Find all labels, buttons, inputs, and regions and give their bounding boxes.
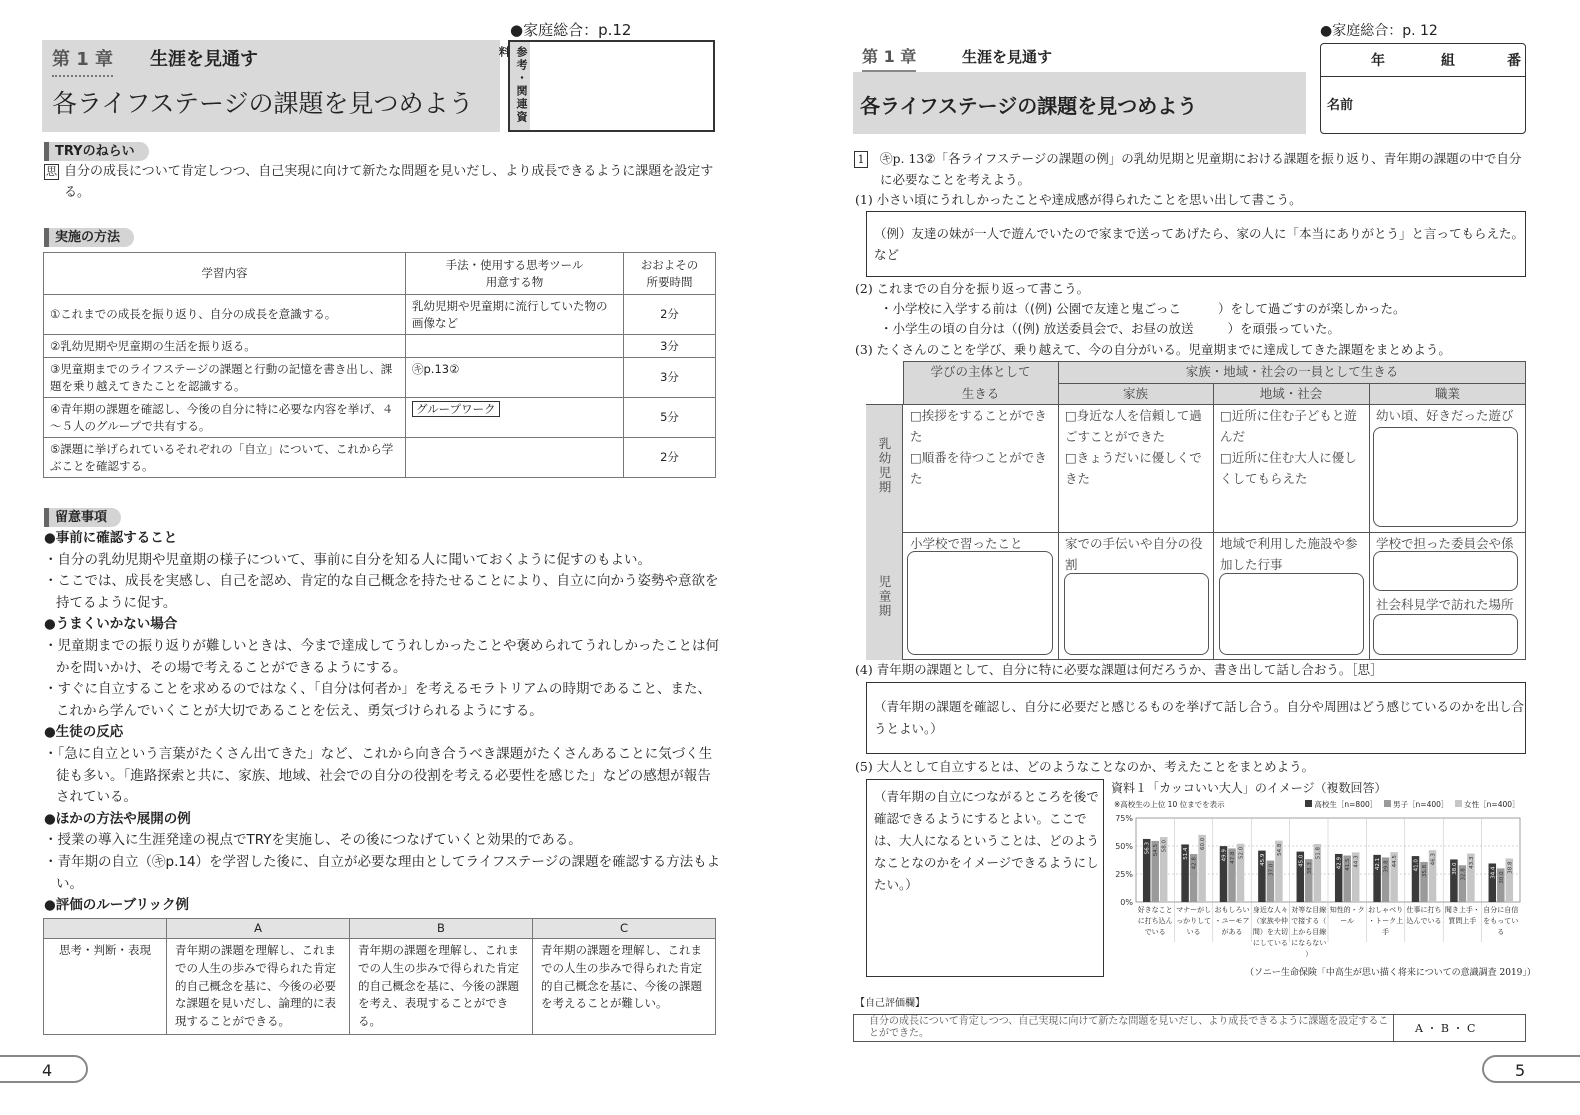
try-text: 自分の成長について肯定しつつ、自己実現に向けて新たな問題を見いだし、より成長できるように課題を設定する。 [64, 164, 714, 200]
row-label-childhood: 児童期 [877, 575, 892, 619]
chart-x-tick: 対等な目線 [1291, 906, 1327, 914]
chart-x-tick: 込んでいる [1406, 917, 1442, 925]
grid-sub-work: 職業 [1434, 386, 1460, 401]
q1-5-answer: （青年期の自立につながるところを後で確認できるようにするとよい。ここでは、大人になるということは、どのようなことなのかをイメージできるようにしたい。） [874, 789, 1100, 892]
rubric-header-c: C [533, 919, 716, 939]
chart-x-tick: ） [1305, 950, 1313, 958]
rubric-table [43, 918, 716, 1035]
right-page-number: 5 [1515, 1061, 1526, 1080]
q1-5: (5) 大人として自立するとは、どのようなことなのか、考えたことをまとめよう。 [855, 759, 1315, 774]
chart-x-tick: 手 [1382, 928, 1390, 936]
notes-item: ・授業の導入に生涯発達の視点でTRYを実施し、その後につなげていくと効果的である。 [44, 832, 582, 849]
notes-heading: 留意事項 [44, 508, 121, 527]
childhood-cell-work: 学校で担った委員会や係 [1376, 536, 1514, 551]
q1-2-b-post: ）を頑張っていた。 [1227, 321, 1341, 336]
chart-data-label: 39.8 [1383, 860, 1390, 873]
right-ref-label: ●家庭総合：p. 12 [1320, 23, 1438, 39]
grid-sub-community: 地域・社会 [1259, 386, 1323, 401]
chart-data-label: 52.0 [1238, 846, 1245, 860]
chart-x-tick: 好きなこと [1137, 906, 1173, 914]
legend-swatch [1305, 800, 1312, 807]
notes-item: ・すぐに自立することを求めるのではなく、「自分は何者か」を考えるモラトリアムの時期であること、また、これから学んでいくことが大切であることを伝え、勇気づけられるようにする。 [44, 681, 712, 719]
childhood-family-blank [1064, 573, 1209, 655]
name-label: 名前 [1327, 98, 1354, 113]
q1-text: ㋖p. 13②「各ライフステージの課題の例」の乳幼児期と児童期における課題を振り返り、青年期の課題の中で自分に必要なことを考えよう。 [880, 151, 1522, 187]
q1-3: (3) たくさんのことを学び、乗り越えて、今の自分がいる。児童期までに達成してきた課題をまとめよう。 [855, 342, 1451, 357]
self-eval-label: 【自己評価欄】 [855, 998, 925, 1009]
legend-item: 男子［n=400］ [1393, 800, 1449, 809]
right-page-title: 各ライフステージの課題を見つめよう [860, 94, 1198, 118]
left-page-number: 4 [42, 1061, 53, 1080]
method-row-tool [406, 335, 624, 358]
chart-x-tick: にしている [1252, 939, 1288, 947]
method-row-content: ④青年期の課題を確認し、今後の自分に特に必要な内容を挙げ、４～５人のグループで共有する。 [44, 398, 406, 438]
left-side-box [508, 40, 715, 132]
try-heading: TRYのねらい [44, 142, 149, 161]
chart-y-tick: 25% [1115, 870, 1133, 879]
infancy-cell-work: 幼い頃、好きだった遊び [1376, 408, 1514, 423]
childhood-work-blank-1 [1373, 551, 1518, 591]
class-number: 番 [1507, 53, 1521, 69]
q1-4: (4) 青年期の課題として、自分に特に必要な課題は何だろうか、書き出して話し合おう。［思］ [855, 662, 1383, 677]
chart-data-label: 41.5 [1345, 858, 1352, 871]
right-chapter: 第 1 章 [862, 44, 916, 72]
chart-data-label: 38.8 [1507, 861, 1514, 874]
q1-2-a [880, 299, 1406, 319]
childhood-self-blank [907, 551, 1053, 655]
notes-item: ・ここでは、成長を実感し、自己を認め、肯定的な自己概念を持たせることにより、自立に向かう姿勢や意欲を持てるように促す。 [44, 573, 719, 611]
notes-section-title: ●ほかの方法や展開の例 [44, 810, 191, 827]
chart-x-tick: 仕事に打ち [1406, 906, 1442, 914]
chart-x-tick: をもってい [1483, 917, 1519, 925]
infancy-cell-community: □近所に住む子どもと遊んだ □近所に住む大人に優しくしてもらえた [1220, 408, 1357, 486]
grid-sub-family: 家族 [1122, 386, 1148, 401]
chart-data-label: 37.0 [1268, 863, 1275, 876]
chart-data-label: 38.0 [1451, 862, 1458, 875]
row-label-infancy: 乳幼児期 [877, 437, 892, 495]
chart-svg [1106, 810, 1526, 968]
legend-item: 女性［n=400］ [1464, 800, 1520, 809]
chart-data-label: 54.8 [1276, 843, 1283, 856]
chart-x-tick: ール [1340, 917, 1355, 925]
chart-data-label: 47.8 [1230, 851, 1236, 864]
method-row-time: 3分 [624, 358, 716, 398]
rubric-header [44, 919, 167, 939]
chart-data-label: 35.8 [1422, 864, 1428, 878]
grid-head-1b: 生きる [961, 386, 1000, 401]
chart-source: （ソニー生命保険「中高生が思い描く将来についての意識調査 2019」） [1245, 968, 1536, 978]
right-chapter-title: 生涯を見通す [962, 48, 1053, 66]
notes-section-title: ●事前に確認すること [44, 530, 178, 546]
chart-x-tick: る [1497, 928, 1505, 936]
chart-x-tick: ・トーク上 [1368, 917, 1404, 925]
method-row-content: ③児童期までのライフステージの課題と行動の記憶を書き出し、課題を乗り越えてきたことを認識する。 [44, 358, 406, 398]
chart-y-tick: 0% [1120, 898, 1133, 907]
chart-data-label: 51.4 [1183, 847, 1190, 860]
childhood-cell-family: 家での手伝いや自分の役割 [1065, 536, 1203, 572]
q1-4-answer: （青年期の課題を確認し、自分に必要だと感じるものを挙げて話し合う。自分や周囲はどう感じているのかを出し合うとよい。） [874, 699, 1525, 736]
method-header-content: 学習内容 [44, 253, 406, 295]
rubric-header-a: A [167, 919, 350, 939]
notes-section-title: ●生徒の反応 [44, 724, 124, 741]
notes-item: ・「急に自立という言葉がたくさん出てきた」など、これから向き合うべき課題がたくさんあることに気づく生徒も多い。「進路探索と共に、家族、地域、社会での自分の役割を考える必要性を感じた」などの感想が報告されている。 [44, 745, 713, 806]
chart-note: ※高校生の上位 10 位までを表示 [1114, 800, 1225, 809]
method-row-tool: 乳幼児期や児童期に流行していた物の画像など [406, 295, 624, 335]
q1-2-b-answer: (例) 放送委員会で、お昼の放送 [1017, 321, 1194, 336]
infancy-cell-self: □挨拶をすることができた □順番を待つことができた [910, 408, 1047, 486]
legend-swatch [1455, 800, 1462, 807]
q1-2: (2) これまでの自分を振り返って書こう。 [855, 281, 1090, 296]
chart-data-label: 60.0 [1200, 837, 1207, 851]
chart-data-label: 44.3 [1353, 855, 1360, 868]
chart-y-tick: 75% [1115, 814, 1133, 823]
left-ref-label: ●家庭総合：p.12 [510, 21, 632, 39]
class-year: 年 [1371, 53, 1385, 69]
chart-data-label: 58.0 [1161, 840, 1168, 853]
method-row-time: 2分 [624, 438, 716, 478]
chart-data-label: 42.9 [1336, 856, 1343, 870]
chart-x-tick: 間）を大切 [1252, 928, 1288, 936]
legend-item: 高校生［n=800］ [1314, 800, 1378, 809]
notes-item: ・青年期の自立（㋖p.14）を学習した後に、自立が必要な理由としてライフステージの課題を確認する方法もよい。 [44, 853, 721, 892]
chart-x-tick: いる [1186, 928, 1201, 936]
left-side-box-label: 参考・関連資料 [510, 42, 530, 130]
notes-item: ・児童期までの振り返りが難しいときは、今まで達成してうれしかったことや褒められてうれしかったことは何かを問いかけ、その場で考えることができるようにする。 [44, 637, 719, 676]
childhood-work-extra: 社会科見学で訪れた場所 [1376, 597, 1514, 612]
chart-x-tick: （家族や仲 [1252, 917, 1288, 925]
rubric-header-b: B [350, 919, 533, 939]
rubric-b: 青年期の課題を理解し、これまでの人生の歩みで得られた肯定的自己概念を基に、今後の課題を考え、表現することができる。 [350, 939, 533, 1035]
chart-data-label: 43.3 [1468, 856, 1475, 869]
chart-x-tick: 知性的・ク [1329, 906, 1365, 914]
chart-data-label: 49.9 [1221, 849, 1228, 862]
chart-data-label: 44.5 [1392, 855, 1399, 868]
q1-1: (1) 小さい頃にうれしかったことや達成感が得られたことを思い出して書こう。 [855, 192, 1302, 207]
chart-data-label: 56.3 [1144, 841, 1151, 855]
chart-x-tick: おしゃべり [1368, 906, 1404, 914]
q1-2-a-post: ）をして過ごすのが楽しかった。 [1218, 301, 1406, 316]
childhood-work-blank-2 [1373, 614, 1518, 655]
method-row-content: ②乳幼児期や児童期の生活を振り返る。 [44, 335, 406, 358]
method-row-time: 3分 [624, 335, 716, 358]
method-row-time: 5分 [624, 398, 716, 438]
chart-data-label: 51.8 [1315, 846, 1322, 860]
chart-data-label: 45.0 [1298, 854, 1305, 867]
chart-data-label: 34.4 [1490, 866, 1497, 879]
notes-item: ・自分の乳幼児期や児童期の様子について、事前に自分を知る人に聞いておくように促すのもよい。 [44, 551, 651, 568]
left-chapter: 第 1 章 [52, 46, 113, 77]
rubric-label: 思考・判断・表現 [44, 939, 167, 1035]
left-page-title: 各ライフステージの課題を見つめよう [52, 89, 474, 118]
chart-x-tick: っかりして [1176, 917, 1212, 925]
q1-number: 1 [854, 151, 868, 168]
q1-2-a-pre: ・小学校に入学する前は（ [880, 301, 1031, 316]
grid-head-2: 家族・地域・社会の一員として生きる [1185, 364, 1399, 379]
childhood-cell-community: 地域で利用した施設や参加した行事 [1220, 536, 1358, 572]
method-heading: 実施の方法 [44, 228, 134, 247]
self-eval-text: 自分の成長について肯定しつつ、自己実現に向けて新たな問題を見いだし、より成長できるように課題を設定することができた。 [869, 1016, 1389, 1039]
chart-data-label: 42.8 [1191, 857, 1198, 870]
chart-x-tick: 身近な人々 [1252, 906, 1288, 914]
chart-x-tick: に打ち込ん [1137, 917, 1173, 925]
method-row-content: ⑤課題に挙げられているそれぞれの「自立」について、これから学ぶことを確認する。 [44, 438, 406, 478]
chart-data-label: 45.9 [1259, 853, 1266, 866]
method-row-content: ①これまでの成長を振り返り、自分の成長を意識する。 [44, 295, 406, 335]
q1-2-b [880, 319, 1340, 339]
method-table [43, 252, 716, 478]
task-grid [866, 361, 1526, 660]
q1-2-b-pre: ・小学生の頃の自分は（ [880, 321, 1018, 336]
chart-data-label: 41.0 [1413, 859, 1420, 872]
chart-title [1111, 779, 1387, 798]
chart-x-tick: 質問上手 [1448, 917, 1477, 925]
method-row-tool: ㋖p.13② [406, 358, 624, 398]
chart-data-label: 42.1 [1375, 857, 1382, 871]
childhood-community-blank [1219, 573, 1364, 655]
infancy-work-blank [1373, 427, 1518, 527]
chart-x-tick: でいる [1144, 928, 1166, 936]
chart-x-tick: がある [1221, 928, 1243, 936]
chart-title-text: 資料１「カッコいい大人」のイメージ（複数回答） [1111, 781, 1387, 795]
chart-x-tick: おもしろい [1214, 906, 1250, 914]
legend-swatch [1384, 800, 1391, 807]
chart-x-tick: で接する（ [1291, 917, 1327, 925]
q1-2-a-answer: (例) 公園で友達と鬼ごっこ [1030, 301, 1181, 316]
chart-data-label: 30.0 [1498, 871, 1505, 884]
method-row-tool: グループワーク [412, 401, 500, 417]
chart-data-label: 38.3 [1306, 862, 1313, 875]
chart-x-tick: 上から目線 [1291, 928, 1327, 936]
chart-x-tick: ・ユーモア [1214, 917, 1250, 925]
infancy-cell-family: □身近な人を信頼して過ごすことができた □きょうだいに優しくできた [1065, 408, 1202, 486]
try-mark: 思 [46, 165, 57, 178]
chart-x-tick: にならない [1291, 939, 1327, 947]
chart-y-tick: 50% [1115, 842, 1133, 851]
chart-x-tick: マナーがし [1176, 906, 1212, 914]
method-header-tool: 手法・使用する思考ツール 用意する物 [406, 253, 624, 295]
chart-x-tick: 自分に自信 [1483, 906, 1519, 914]
rubric-title: ●評価のルーブリック例 [44, 897, 190, 914]
method-header-time: おおよその 所要時間 [624, 253, 716, 295]
notes-section-title: ●うまくいかない場合 [44, 616, 178, 633]
method-row-time: 2分 [624, 295, 716, 335]
left-chapter-title: 生涯を見通す [150, 49, 258, 70]
childhood-cell-self: 小学校で習ったこと [910, 536, 1023, 551]
chart-data-label: 54.5 [1153, 843, 1160, 857]
grid-head-1: 学びの主体として [930, 364, 1031, 379]
q1-1-answer: （例）友達の妹が一人で遊んでいたので家まで送ってあげたら、家の人に「本当にありがとう」と言ってもらえた。 など [874, 226, 1531, 262]
notes-block [44, 528, 724, 917]
self-eval-grades: A ・ B ・ C [1415, 1022, 1476, 1035]
chart-data-label: 46.3 [1430, 853, 1437, 866]
chart-x-tick: 聞き上手・ [1444, 906, 1480, 914]
method-row-tool [406, 438, 624, 478]
chart-data-label: 32.8 [1460, 868, 1467, 881]
right-page-number-tab [1482, 1055, 1580, 1083]
class-group: 組 [1441, 53, 1455, 69]
rubric-c: 青年期の課題を理解し、これまでの人生の歩みで得られた肯定的自己概念を基に、今後の課題を考えることが難しい。 [533, 939, 716, 1035]
name-box [1320, 43, 1526, 134]
rubric-a: 青年期の課題を理解し、これまでの人生の歩みで得られた肯定的自己概念を基に、今後の必要な課題を見いだし、論理的に表現することができる。 [167, 939, 350, 1035]
